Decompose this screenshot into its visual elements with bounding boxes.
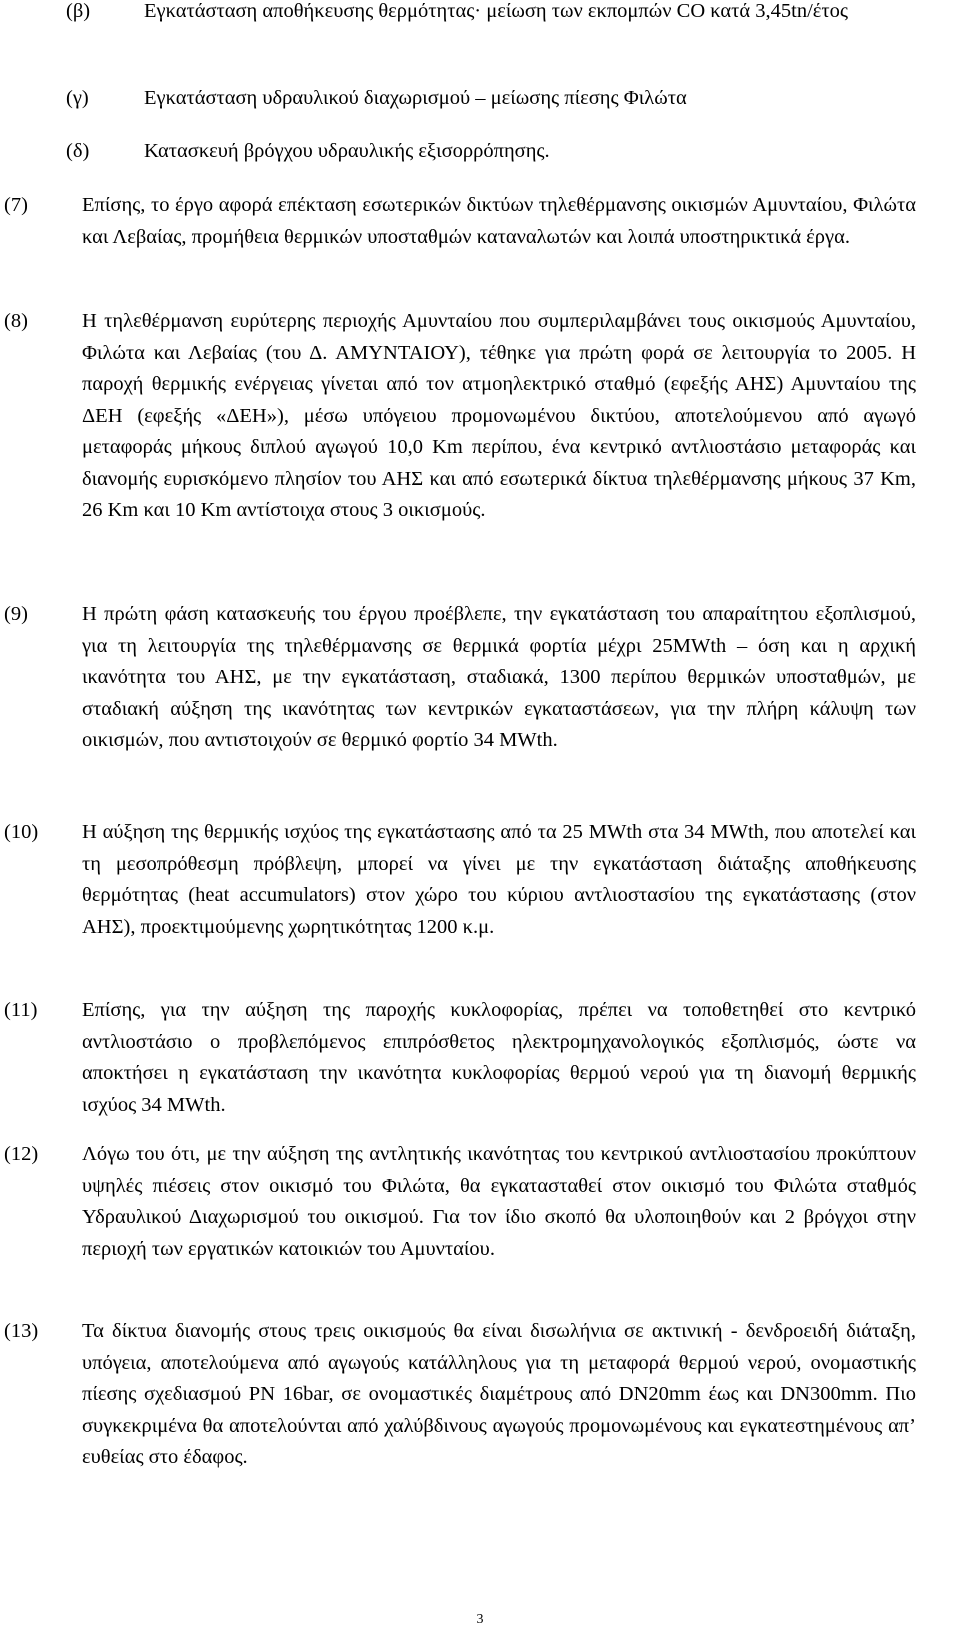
item-text: Εγκατάσταση αποθήκευσης θερμότητας· μείωση των εκπομπών CO κατά 3,45tn/έτος (144, 0, 848, 22)
item-text: Κατασκευή βρόγχου υδραυλικής εξισορρόπησης. (144, 140, 550, 162)
item-text: Εγκατάσταση υδραυλικού διαχωρισμού – μείωσης πίεσης Φιλώτα (144, 87, 687, 109)
paragraph-number: (8) (4, 310, 28, 332)
paragraph-number: (12) (4, 1143, 39, 1165)
paragraph-text: Τα δίκτυα διανομής στους τρεις οικισμούς θα είναι δισωλήνια σε ακτινική - δενδροειδή διάταξη, υπόγεια, αποτελούμενα από αγωγούς κατάλληλους για τη μεταφορά θερμού νερού, ονομαστικής πίεσης σχεδιασμού PN 16bar, σε ονομαστικές διαμέτρους από DN20mm έως και DN300mm. Πιο συγκεκριμένα θα αποτελούνται από χαλύβδινους αγωγούς προμονωμένους και εγκατεστημένους απ’ ευθείας στο έδαφος. (82, 1320, 916, 1468)
paragraph-number: (11) (4, 999, 38, 1021)
item-label: (δ) (66, 140, 90, 162)
paragraph-text: Η τηλεθέρμανση ευρύτερης περιοχής Αμυνταίου που συμπεριλαμβάνει τους οικισμούς Αμυνταίου, Φιλώτα και Λεβαίας (του Δ. ΑΜΥΝΤΑΙΟΥ), τέθηκε για πρώτη φορά σε λειτουργία το 2005. Η παροχή θερμικής ενέργειας γίνεται από τον ατμοηλεκτρικό σταθμό (εφεξής ΑΗΣ) Αμυνταίου της ΔΕΗ (εφεξής «ΔΕΗ»), μέσω υπόγειου προμονωμένου δικτύου, αποτελούμενου από αγωγό μεταφοράς μήκους διπλού αγωγού 10,0 Km περίπου, ένα κεντρικό αντλιοστάσιο μεταφοράς και διανομής ευρισκόμενο πλησίον του ΑΗΣ και από εσωτερικά δίκτυα τηλεθέρμανσης μήκους 37 Km, 26 Km και 10 Km αντίστοιχα στους 3 οικισμούς. (82, 310, 916, 521)
paragraph-number: (7) (4, 194, 28, 216)
paragraph-text: Λόγω του ότι, με την αύξηση της αντλητικής ικανότητας του κεντρικού αντλιοστασίου προκύπτουν υψηλές πιέσεις στον οικισμό του Φιλώτα, θα εγκατασταθεί στον οικισμό του Φιλώτα σταθμός Υδραυλικού Διαχωρισμού του οικισμού. Για τον ίδιο σκοπό θα υλοποιηθούν και 2 βρόγχοι στην περιοχή των εργατικών κατοικιών του Αμυνταίου. (82, 1143, 916, 1260)
item-label: (β) (66, 0, 91, 22)
paragraph-number: (10) (4, 821, 39, 843)
paragraph-number: (9) (4, 603, 28, 625)
paragraph-text: Η αύξηση της θερμικής ισχύος της εγκατάστασης από τα 25 MWth στα 34 MWth, που αποτελεί και τη μεσοπρόθεσμη πρόβλεψη, μπορεί να γίνει με την εγκατάσταση διάταξης αποθήκευσης θερμότητας (heat accumulators) στον χώρο του κύριου αντλιοστασίου της εγκατάστασης (στον ΑΗΣ), προεκτιμούμενης χωρητικότητας 1200 κ.μ. (82, 821, 916, 938)
paragraph-number: (13) (4, 1320, 39, 1342)
page-number: 3 (476, 1612, 484, 1627)
paragraph-text: Επίσης, για την αύξηση της παροχής κυκλοφορίας, πρέπει να τοποθετηθεί στο κεντρικό αντλιοστάσιο ο προβλεπόμενος επιπρόσθετος ηλεκτρομηχανολογικός εξοπλισμός, ώστε να αποκτήσει η εγκατάσταση την ικανότητα κυκλοφορίας θερμού νερού για τη διανομή θερμικής ισχύος 34 MWth. (82, 999, 916, 1116)
item-label: (γ) (66, 87, 89, 109)
paragraph-text: Η πρώτη φάση κατασκευής του έργου προέβλεπε, την εγκατάσταση του απαραίτητου εξοπλισμού, για τη λειτουργία της τηλεθέρμανσης σε θερμικά φορτία μέχρι 25MWth – όση και η αρχική ικανότητα του ΑΗΣ, με την εγκατάσταση, σταδιακά, 1300 περίπου θερμικών υποσταθμών, με σταδιακή αύξηση της ικανότητας των κεντρικών εγκαταστάσεων, για την πλήρη κάλυψη των οικισμών, που αντιστοιχούν σε θερμικό φορτίο 34 MWth. (82, 603, 916, 751)
paragraph-text: Επίσης, το έργο αφορά επέκταση εσωτερικών δικτύων τηλεθέρμανσης οικισμών Αμυνταίου, Φιλώτα και Λεβαίας, προμήθεια θερμικών υποσταθμών καταναλωτών και λοιπά υποστηρικτικά έργα. (82, 194, 916, 248)
